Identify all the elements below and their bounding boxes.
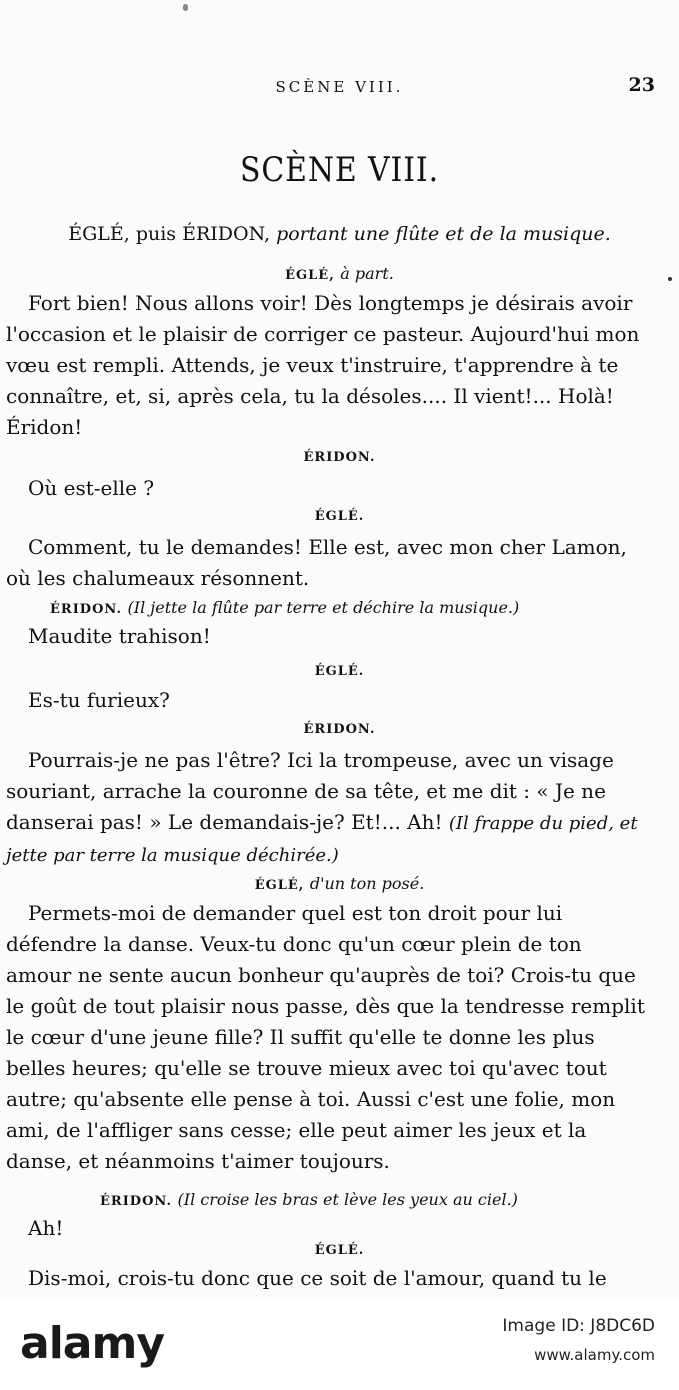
- running-title: SCÈNE VIII.: [275, 78, 404, 96]
- dialogue-line: Ah!: [28, 1216, 64, 1240]
- dialogue-text: Pourrais-je ne pas l'être? Ici la trompeuse, avec un visage souriant, arrache la couronne de sa tête, et me dit : « Je ne danserai pas! » Le demandais-je? Et!... Ah!: [6, 748, 614, 834]
- speaker-heading: [0, 874, 679, 893]
- speaker-name: ÉGLÉ.: [314, 1243, 365, 1258]
- dialogue-line: Où est-elle ?: [28, 476, 155, 500]
- speaker-heading: [0, 264, 679, 283]
- dialogue-paragraph: Permets-moi de demander quel est ton droit pour lui défendre la danse. Veux-tu donc qu'un cœur plein de ton amour ne sente aucun bonheur qu'auprès de toi? Crois-tu que le goût de tout plaisir nous passe, dès que la tendresse remplit le cœur d'une jeune fille? Il suffit qu'elle te donne les plus belles heures; qu'elle se trouve mieux avec toi qu'avec tout autre; qu'absente elle pense à toi. Aussi c'est une folie, mon ami, de l'affliger sans cesse; elle peut aimer les jeux et la danse, et néanmoins t'aimer toujours.: [6, 901, 645, 1173]
- speaker-name: ÉRIDON.: [50, 602, 122, 617]
- watermark-logo: alamy: [20, 1318, 164, 1369]
- dialogue-line: Es-tu furieux?: [28, 688, 170, 712]
- page-number: 23: [628, 74, 655, 96]
- watermark-url: www.alamy.com: [534, 1346, 655, 1364]
- dialogue-paragraph: [6, 745, 653, 871]
- stage-direction: (Il frappe du pied, et jette par terre la musique déchirée.): [6, 813, 638, 866]
- speaker-name: ÉGLÉ.: [314, 664, 365, 679]
- speaker-heading: [0, 664, 679, 679]
- dialogue-line: Dis-moi, crois-tu donc que ce soit de l'amour, quand tu le: [28, 1266, 607, 1290]
- scene-title: SCÈNE VIII.: [239, 150, 440, 190]
- stage-direction: (Il croise les bras et lève les yeux au ciel.): [177, 1190, 518, 1209]
- characters-names: ÉGLÉ, puis ÉRIDON,: [68, 223, 271, 245]
- speaker-heading: [50, 598, 519, 617]
- dialogue-paragraph: Fort bien! Nous allons voir! Dès longtemps je désirais avoir l'occasion et le plaisir de corriger ce pasteur. Aujourd'hui mon vœu est rempli. Attends, je veux t'instruire, t'apprendre à te connaître, et, si, après cela, tu la désoles.... Il vient!... Holà! Éridon!: [6, 291, 640, 439]
- scene-characters: [0, 223, 679, 245]
- ink-spot: [183, 4, 188, 11]
- speaker-name: ÉGLÉ,: [285, 268, 335, 283]
- speaker-name: ÉGLÉ.: [314, 509, 365, 524]
- speaker-name: ÉRIDON.: [303, 450, 376, 465]
- stage-direction: d'un ton posé.: [309, 874, 425, 893]
- speaker-heading: [0, 509, 679, 524]
- stage-direction: à part.: [340, 264, 394, 283]
- speaker-heading: [100, 1190, 518, 1209]
- speaker-heading: [0, 722, 679, 737]
- speaker-name: ÉRIDON.: [100, 1194, 172, 1209]
- speaker-name: ÉGLÉ,: [254, 878, 305, 893]
- dialogue-paragraph: Comment, tu le demandes! Elle est, avec mon cher Lamon, où les chalumeaux résonnent.: [6, 535, 627, 590]
- speaker-heading: [0, 450, 679, 465]
- speaker-heading: [0, 1243, 679, 1258]
- stage-direction: (Il jette la flûte par terre et déchire la musique.): [127, 598, 520, 617]
- characters-stage-direction: portant une flûte et de la musique.: [276, 223, 611, 245]
- watermark-image-id: Image ID: J8DC6D: [502, 1316, 655, 1336]
- speaker-name: ÉRIDON.: [303, 722, 376, 737]
- dialogue-line: Maudite trahison!: [28, 624, 211, 648]
